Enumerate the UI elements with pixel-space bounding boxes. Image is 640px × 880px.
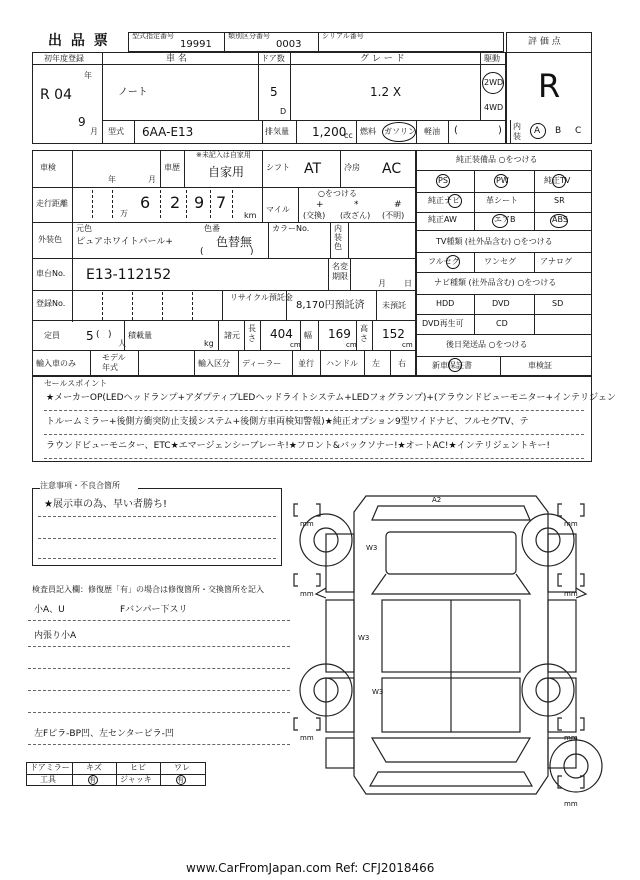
mileage-label: 走行距離 <box>36 199 68 208</box>
legend-break: ワレ <box>174 763 190 772</box>
height: 152 <box>382 327 405 341</box>
interior-color-label: 内装色 <box>334 224 342 251</box>
after-shaken: 車検証 <box>528 361 552 370</box>
model-year-label: モデル年式 <box>102 353 126 372</box>
first-reg-label: 初年度登録 <box>44 54 84 63</box>
score-label: 評 価 点 <box>528 37 561 47</box>
orig-color: ピュアホワイトパール+ <box>76 237 173 247</box>
svg-text:mm: mm <box>564 520 578 528</box>
color-no-label: 色番 <box>204 224 220 233</box>
drive-4wd: 4WD <box>484 103 504 112</box>
dims-label: 諸元 <box>224 331 240 340</box>
color-no-title: カラーNo. <box>272 224 310 233</box>
tv-analog: アナログ <box>540 257 572 266</box>
drive-label: 駆動 <box>484 54 500 63</box>
sales-label: セールスポイント <box>44 379 108 388</box>
car-name: ノート <box>118 87 148 98</box>
sales-line-2: トルームミラー+後側方衝突防止支援システム+後側方車両検知警報)★純正オプション9型ワイドナビ、フルセグTV、テ <box>46 417 529 427</box>
parallel: 並行 <box>298 359 314 368</box>
capacity: 5 <box>86 329 94 343</box>
recycle-value: 8,170円預託済 <box>296 300 365 311</box>
equip-pw: PW <box>496 176 509 185</box>
footer-ref: www.CarFromJapan.com Ref: CFJ2018466 <box>186 861 435 875</box>
aircon: AC <box>382 161 402 177</box>
recycle-label: リサイクル預託金 <box>230 293 293 302</box>
notes-label: 注意事項・不良合箇所 <box>40 481 120 490</box>
equip-tv: 純正TV <box>544 176 571 185</box>
color-change: 色替無 <box>216 235 253 249</box>
damage-mark-w3-2: W3 <box>358 634 370 642</box>
navi-sd: SD <box>552 299 564 308</box>
grade: 1.2 X <box>370 85 402 99</box>
notes-text: ★展示車の為、早い者勝ち! <box>44 499 167 510</box>
legend-jack: ジャッキ <box>120 775 152 784</box>
aircon-label: 冷房 <box>344 163 360 172</box>
interior-grade-c: C <box>575 126 582 136</box>
legend-crack: ヒビ <box>130 763 146 772</box>
svg-text:mm: mm <box>564 800 578 808</box>
model-code: 6AA-E13 <box>142 125 194 139</box>
damage-mark-w3-1: W3 <box>366 544 378 552</box>
fuel-gasoline: ガソリン <box>384 127 416 136</box>
first-reg-year: R 04 <box>40 87 72 103</box>
grade-label: グ レ ー ド <box>360 54 405 64</box>
name-change-label: 名変期限 <box>332 262 348 281</box>
chassis: E13-112152 <box>86 267 172 283</box>
doors-label: ドア数 <box>261 54 285 63</box>
navi-cd: CD <box>496 319 508 328</box>
reg-no-label: 登録No. <box>36 299 66 308</box>
mileage-digit-3: 7 <box>216 193 227 212</box>
mileage-digit-1: 2 <box>170 193 181 212</box>
drive-2wd: 2WD <box>484 78 504 87</box>
interior-grade-a: A <box>534 126 541 136</box>
orig-color-label: 元色 <box>76 224 92 233</box>
handle-label: ハンドル <box>326 359 358 368</box>
damage-mark-w3-3: W3 <box>372 688 384 696</box>
svg-text:mm: mm <box>300 590 314 598</box>
history-label: 車歴 <box>164 163 180 172</box>
width-label: 幅 <box>304 331 312 340</box>
length-label: 長さ <box>248 324 256 343</box>
mark-title: ○をつける <box>318 189 357 198</box>
legend-scratch: キズ <box>86 763 102 772</box>
mileage-digit-2: 9 <box>194 193 205 212</box>
after-title: 後日発送品 ○をつける <box>446 340 528 349</box>
svg-text:mm: mm <box>300 520 314 528</box>
svg-text:mm: mm <box>564 734 578 742</box>
sales-line-3: ラウンドビューモニター、ETC★エマージェンシーブレーキ!★フロント&バックソナー!★オートAC!★インテリジェントキー! <box>46 441 551 451</box>
displacement-label: 排気量 <box>265 127 289 136</box>
tv-oneseg: ワンセグ <box>484 257 516 266</box>
inspector-line-3: 内張り小A <box>34 631 77 641</box>
fuel-diesel: 軽油 <box>424 127 440 136</box>
inspector-line-4: 左Fピラ-BP凹、左センターピラ-凹 <box>34 729 174 739</box>
history: 自家用 <box>208 165 245 179</box>
equip-aw: 純正AW <box>428 215 457 224</box>
interior-grade-b: B <box>555 126 562 136</box>
equip-leather: 革シート <box>486 196 518 205</box>
inspector-line-1: 小A、U <box>34 605 65 615</box>
navi-hdd: HDD <box>436 299 455 308</box>
legend-tools: 工具 <box>40 775 56 784</box>
recycle-status: 未預託 <box>382 301 406 310</box>
legend-tools-value: 有 <box>89 776 96 784</box>
car-damage-diagram <box>286 476 616 816</box>
inspection-label: 車検 <box>40 163 56 172</box>
interior-label: 内装 <box>513 122 521 141</box>
chassis-label: 車台No. <box>36 269 66 278</box>
damage-mark-a2: A2 <box>432 496 442 504</box>
import-label: 輸入車のみ <box>36 359 76 368</box>
history-note: ※未記入は自家用 <box>196 151 251 159</box>
svg-text:mm: mm <box>564 590 578 598</box>
dealer: ディーラー <box>242 359 282 368</box>
capacity-label: 定員 <box>44 331 60 340</box>
height-label: 高さ <box>360 324 368 343</box>
category-no: 0003 <box>276 39 302 50</box>
equip-ps: PS <box>438 176 448 185</box>
handle-left: 左 <box>372 359 380 368</box>
fuel-label: 燃料 <box>360 127 376 136</box>
shift: AT <box>304 161 322 177</box>
serial-label: シリアル番号 <box>322 32 364 40</box>
navi-dvd-play: DVD再生可 <box>422 319 464 328</box>
score-value: R <box>538 67 561 105</box>
equip-abs: ABS <box>552 215 568 224</box>
svg-text:mm: mm <box>300 734 314 742</box>
import-class-label: 輸入区分 <box>198 359 230 368</box>
sales-line-1: ★メーカーOP(LEDヘッドランプ+アダプティブLEDヘッドライトシステム+LEDフォグランプ)+(アラウンドビューモニター+インテリジェン <box>46 393 616 403</box>
model-code-label: 型式 <box>108 127 124 136</box>
width: 169 <box>328 327 351 341</box>
doors: 5 <box>270 85 278 99</box>
navi-dvd: DVD <box>492 299 510 308</box>
equip-navi: 純正ナビ <box>428 196 460 205</box>
equip-sr: SR <box>554 196 565 205</box>
type-no: 19991 <box>180 39 212 50</box>
legend-doormirror: ドアミラー <box>30 763 70 772</box>
car-name-label: 車 名 <box>166 54 187 64</box>
type-no-label: 型式指定番号 <box>132 32 174 40</box>
after-warranty: 新車保証書 <box>432 361 472 370</box>
legend-jack-value: 有 <box>177 776 184 784</box>
inspector-line-2: Fバンパー下スリ <box>120 605 188 615</box>
inspector-label: 検査員記入欄：修復歴「有」の場合は修復箇所・交換箇所を記入 <box>32 585 264 594</box>
tv-fullseg: フルセグ <box>428 257 460 266</box>
handle-right: 右 <box>398 359 406 368</box>
navi-title: ナビ種類 (社外品含む) ○をつける <box>434 278 557 287</box>
length: 404 <box>270 327 293 341</box>
tv-title: TV種類 (社外品含む) ○をつける <box>436 237 553 246</box>
mileage-man: 6 <box>140 193 151 212</box>
first-reg-month: 9 <box>78 115 86 129</box>
mile-label: マイル <box>266 205 290 214</box>
displacement: 1,200 <box>312 125 347 139</box>
equip-airbag: エアB <box>494 215 516 224</box>
shift-label: シフト <box>266 163 290 172</box>
genuine-title: 純正装備品 ○をつける <box>456 155 538 164</box>
load-label: 積載量 <box>128 331 152 340</box>
category-label: 類別区分番号 <box>228 32 270 40</box>
exterior-color-label: 外装色 <box>38 235 62 244</box>
sheet-title: 出 品 票 <box>48 33 110 49</box>
